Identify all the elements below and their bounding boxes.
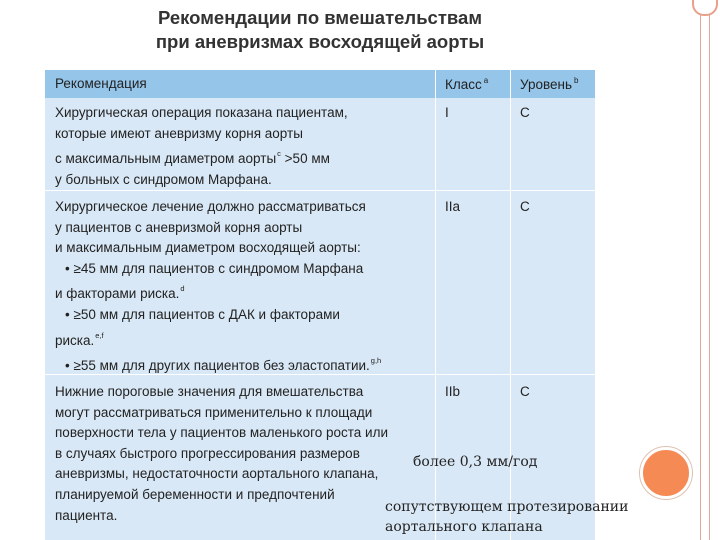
table-row-2-class: IIa	[445, 199, 461, 214]
table-row-3-recommendation: Нижние пороговые значения для вмешательства могут рассматриваться применительно к площади поверхности тела у пациентов маленького роста или в случаях быстрого прогрессирования размеров аневризмы, недостаточности аортального клапана, планируемой беременности и предпочтений пациента.	[55, 384, 389, 523]
overlay-aortic-valve: аортального клапана	[385, 519, 543, 535]
table-row-3-level: C	[520, 384, 530, 399]
header-level: Уровень $^b$	[520, 76, 579, 92]
table-row-1-level: C	[520, 105, 530, 120]
table-row-2-level: C	[520, 199, 530, 214]
header-recommendation: Рекомендация	[55, 76, 147, 91]
slide-title: Рекомендации по вмешательствам при аневризмах восходящей аорты	[155, 7, 485, 52]
orange-circle-icon	[640, 447, 692, 499]
table-row-3-class: IIb	[445, 384, 461, 399]
table-row-1-recommendation: Хирургическая операция показана пациентам, которые имеют аневризму корня аорты с максимальным диаметром аорты$^c$ >50 мм у больных с синдромом Марфана.	[55, 105, 348, 187]
decorative-ring-icon	[692, 0, 718, 16]
overlay-valve-replacement: сопутствующем протезировании	[385, 499, 629, 515]
header-class: Класс $^a$	[445, 76, 489, 92]
table-header	[45, 70, 595, 98]
overlay-growth-rate: более 0,3 мм/год	[413, 454, 538, 470]
table-row-2-recommendation: Хирургическое лечение должно рассматриваться у пациентов с аневризмой корня аорты и максимальным диаметром восходящей аорты: • ≥45 мм для пациентов с синдромом Марфана и факторами риска.$^d$ • ≥50 мм для пациентов с ДАК и факторами риска.$^{e,f}$ • ≥55 мм для других пациентов без эластопатии.$^{g,h}$	[55, 199, 382, 374]
right-border-line	[709, 0, 710, 540]
right-border-line	[700, 0, 701, 540]
table-row-1-class: I	[445, 105, 449, 120]
